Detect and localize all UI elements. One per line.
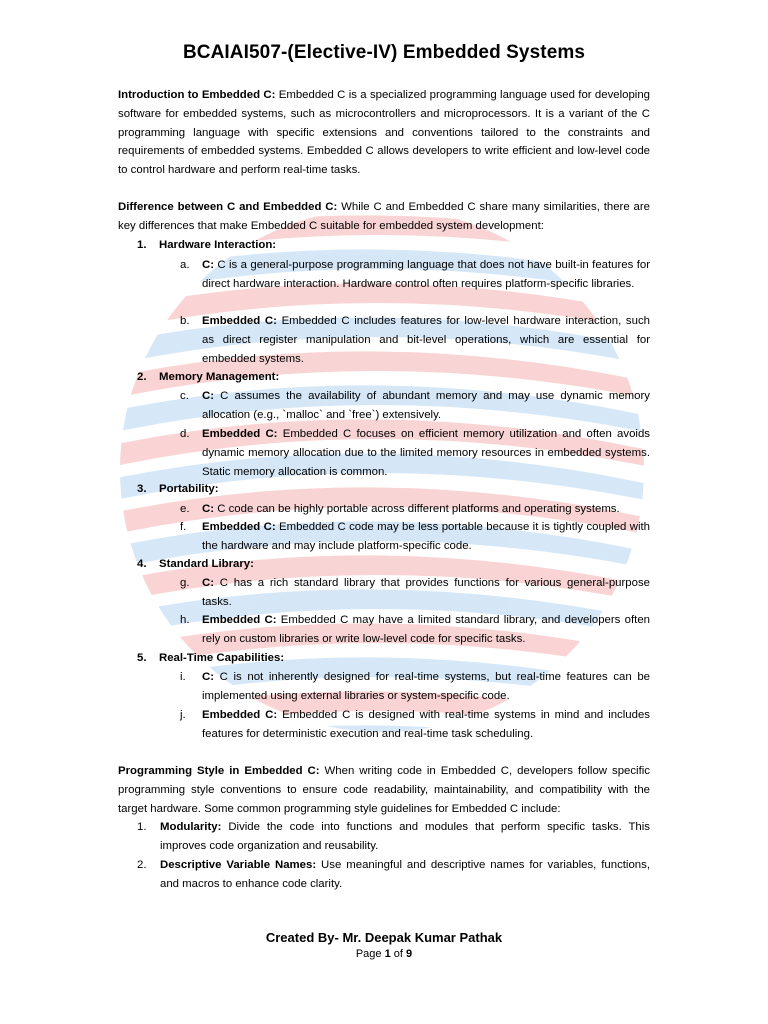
style-text: When writing code in Embedded C, developers follow specific programming style conventions to ensure code readability, maintainability, and compatibility with the target hardware. Some common programming style guidelines for Embedded C include: — [118, 765, 650, 815]
section-heading: 1. Hardware Interaction: — [137, 239, 277, 251]
footer-creator: Created By- Mr. Deepak Kumar Pathak — [265, 930, 503, 945]
page-title: BCAIAI507-(Elective-IV) Embedded Systems — [182, 42, 586, 63]
list-item: e. C: C code can be highly portable across different platforms and operating systems. — [180, 503, 620, 515]
section-heading: 2. Memory Management: — [137, 371, 280, 383]
section-heading: 5. Real-Time Capabilities: — [137, 652, 285, 664]
list-item: i. C: C is not inherently designed for real-time systems, but real-time features can be implemented using external libraries or system-specific code. — [180, 671, 650, 702]
list-item: 2. Descriptive Variable Names: Use meaningful and descriptive names for variables, functions, and macros to enhance code clarity. — [137, 859, 650, 890]
list-item: 1. Modularity: Divide the code into functions and modules that perform specific tasks. This improves code organization and reusability. — [137, 821, 650, 852]
section-heading: 4. Standard Library: — [137, 558, 254, 570]
list-item: g. C: C has a rich standard library that provides functions for various general-purpose tasks. — [180, 577, 650, 608]
list-item: c. C: C assumes the availability of abundant memory and may use dynamic memory allocation (e.g., `malloc` and `free`) extensively. — [180, 390, 650, 421]
list-item: d. Embedded C: Embedded C focuses on efficient memory utilization and often avoids dynamic memory allocation due to the limited memory resources in embedded systems. Static memory allocation is common. — [180, 428, 650, 478]
list-item: b. Embedded C: Embedded C includes features for low-level hardware interaction, such as direct register manipulation and bit-level operations, which are essential for embedded systems. — [180, 315, 650, 365]
list-item: j. Embedded C: Embedded C is designed with real-time systems in mind and includes features for deterministic execution and real-time task scheduling. — [180, 709, 650, 740]
section-heading: 3. Portability: — [137, 483, 219, 495]
intro-text: Embedded C is a specialized programming language used for developing software for embedded systems, such as microcontrollers and microprocessors. It is a variant of the C programming language with specific extensions and conventions tailored to the constraints and requirements of embedded systems. Embedded C allows developers to write efficient and low-level code to control hardware and perform real-time tasks. — [118, 89, 650, 177]
list-item: h. Embedded C: Embedded C may have a limited standard library, and developers often rely on custom libraries or write low-level code for specific tasks. — [180, 614, 650, 645]
intro-paragraph — [118, 86, 650, 180]
difference-paragraph — [118, 198, 650, 236]
intro-label: Introduction to Embedded C: — [118, 89, 276, 101]
page-number: Page 1 of 9 — [355, 948, 413, 960]
list-item: f. Embedded C: Embedded C code may be less portable because it is tightly coupled with the hardware and may include platform-specific code. — [180, 521, 650, 552]
difference-label: Difference between C and Embedded C: — [118, 201, 338, 213]
style-label: Programming Style in Embedded C: — [118, 765, 320, 777]
difference-text: While C and Embedded C share many similarities, there are key differences that make Embedded C suitable for embedded system development: — [118, 201, 651, 232]
list-item: a. C: C is a general-purpose programming language that does not have built-in features for direct hardware interaction. Hardware control often requires platform-specific libraries. — [180, 259, 650, 290]
programming-style-paragraph — [118, 762, 650, 818]
